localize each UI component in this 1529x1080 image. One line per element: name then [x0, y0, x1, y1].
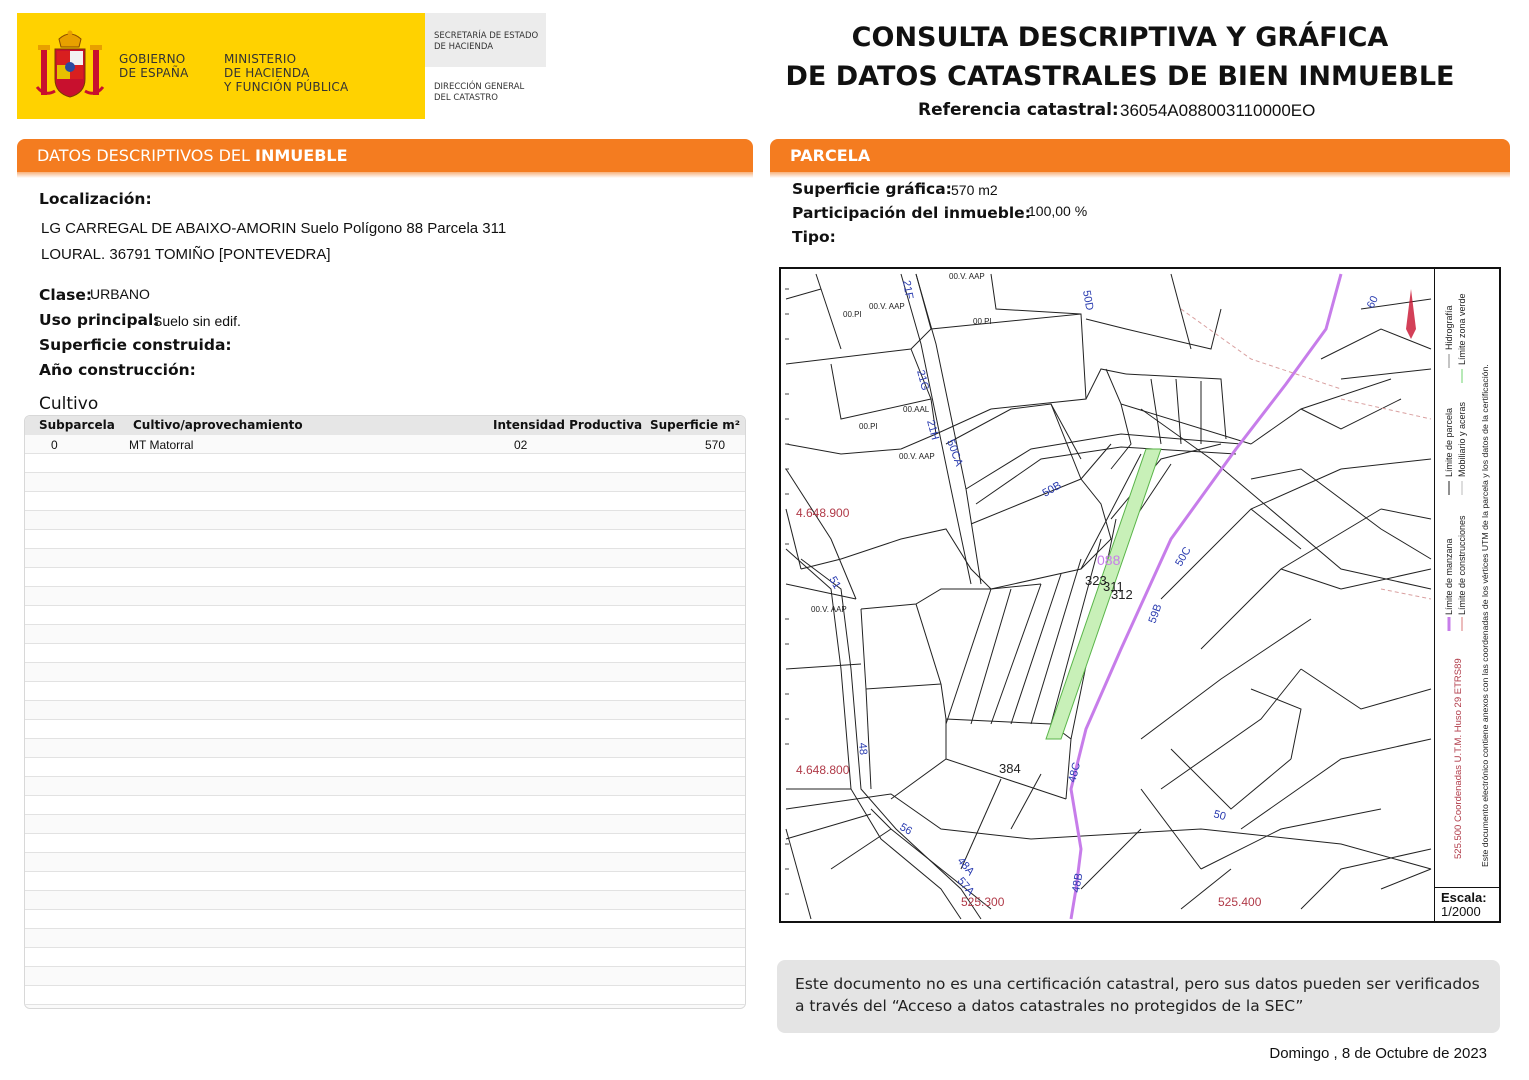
table-row-empty — [25, 663, 745, 682]
road-label: 48B — [1070, 872, 1086, 894]
header-intensidad: Intensidad Productiva — [493, 418, 643, 432]
gobierno-text: GOBIERNO DE ESPAÑA — [119, 52, 189, 80]
table-row-empty — [25, 530, 745, 549]
table-row-empty — [25, 929, 745, 948]
table-row-empty — [25, 492, 745, 511]
cell-superficie: 570 — [705, 438, 726, 452]
table-row-empty — [25, 720, 745, 739]
table-row-empty — [25, 986, 745, 1005]
road-label: 60 — [1364, 294, 1381, 311]
header-subparcela: Subparcela — [39, 418, 115, 432]
road-label: 21H — [924, 418, 941, 442]
table-row — [25, 435, 745, 454]
table-row-empty — [25, 473, 745, 492]
parcel-number: 384 — [999, 761, 1021, 776]
cell-subparcela: 0 — [51, 438, 58, 452]
table-row-empty — [25, 796, 745, 815]
ref-label: Referencia catastral: — [918, 100, 1119, 120]
point-label: 00.PI — [973, 317, 992, 326]
legend-green-zone: Límite zona verde — [1457, 293, 1467, 365]
cell-intensidad: 02 — [514, 438, 528, 452]
secretaria-text: SECRETARÍA DE ESTADO DE HACIENDA — [434, 31, 539, 52]
localizacion-line2: LOURAL. 36791 TOMIÑO [PONTEVEDRA] — [41, 246, 331, 263]
scale-label: Escala: — [1441, 890, 1487, 905]
legend-construction-limit: Límite de construcciones — [1457, 515, 1467, 615]
table-row-empty — [25, 454, 745, 473]
parcel-number: 312 — [1111, 587, 1133, 602]
table-row-empty — [25, 948, 745, 967]
legend-hydrography: Hidrografía — [1444, 305, 1454, 350]
road-label: 48A — [954, 855, 977, 878]
table-row-empty — [25, 625, 745, 644]
section-title-bold: INMUEBLE — [255, 146, 348, 165]
legend-furniture: Mobiliario y aceras — [1457, 401, 1467, 477]
table-row-empty — [25, 606, 745, 625]
uso-label: Uso principal: — [39, 311, 160, 329]
road-label: 48 — [856, 742, 870, 756]
electronic-note: Este documento electrónico contiene anexos con las coordenadas de los vértices UTM de la parcela y los datos de la certificación. — [1480, 364, 1490, 867]
table-row-empty — [25, 891, 745, 910]
table-row-empty — [25, 872, 745, 891]
scale-box — [1434, 887, 1501, 921]
participacion-value: 100,00 % — [1028, 203, 1088, 219]
road-label: 50 — [1212, 808, 1228, 824]
participacion-label: Participación del inmueble: — [792, 204, 1031, 222]
localizacion-label: Localización: — [39, 190, 152, 208]
coord-label: 4.648.800 — [796, 763, 850, 777]
section-title-parcela: PARCELA — [790, 146, 871, 165]
point-label: 00.AAL — [903, 405, 930, 414]
table-row-empty — [25, 511, 745, 530]
ministerio-text: MINISTERIO DE HACIENDA Y FUNCIÓN PÚBLICA — [224, 52, 349, 94]
road-label: 21F — [900, 279, 916, 301]
point-label: 00.V. AAP — [899, 452, 935, 461]
point-label: 00.PI — [843, 310, 862, 319]
table-row-empty — [25, 587, 745, 606]
road-label: 59B — [1146, 602, 1165, 626]
legend-parcel-limit: Límite de parcela — [1444, 407, 1454, 477]
section-header-parcela — [770, 139, 1510, 172]
table-row-empty — [25, 910, 745, 929]
uso-value: Suelo sin edif. — [153, 313, 241, 329]
table-row-empty — [25, 967, 745, 986]
table-row-empty — [25, 682, 745, 701]
road-label: 50B — [1040, 479, 1064, 500]
road-label: 56 — [897, 821, 915, 838]
coord-label: 525.400 — [1218, 895, 1262, 909]
cultivo-table — [24, 415, 746, 1009]
ano-construccion-label: Año construcción: — [39, 361, 196, 379]
utm-note: 525.500 Coordenadas U.T.M. Huso 29 ETRS89 — [1453, 658, 1464, 859]
superficie-grafica-label: Superficie gráfica: — [792, 180, 952, 198]
table-row-empty — [25, 549, 745, 568]
coat-of-arms-icon — [35, 27, 105, 107]
ref-value: 36054A088003110000EO — [1120, 101, 1316, 120]
table-row-empty — [25, 568, 745, 587]
government-logo — [17, 13, 425, 119]
table-row-empty — [25, 853, 745, 872]
table-row-empty — [25, 1005, 745, 1009]
superficie-construida-label: Superficie construida: — [39, 336, 232, 354]
superficie-grafica-value: 570 m2 — [951, 182, 998, 198]
parcel-number: 323 — [1085, 573, 1107, 588]
road-label: 21G — [914, 368, 932, 392]
clase-value: URBANO — [90, 286, 150, 302]
point-label: 00.V. AAP — [869, 302, 905, 311]
table-row-empty — [25, 815, 745, 834]
road-label: 50C — [1173, 545, 1194, 569]
point-label: 00.PI — [859, 422, 878, 431]
table-row-empty — [25, 777, 745, 796]
parcel-number: 088 — [1097, 552, 1121, 568]
table-row-empty — [25, 739, 745, 758]
section-title-normal: DATOS DESCRIPTIVOS DEL — [37, 146, 256, 165]
table-row-empty — [25, 834, 745, 853]
header-cultivo: Cultivo/aprovechamiento — [133, 418, 303, 432]
map-legend — [1434, 269, 1501, 921]
road-label: 50CA — [944, 437, 965, 468]
road-label: 51 — [826, 574, 843, 592]
point-label: 00.V. AAP — [811, 605, 847, 614]
localizacion-line1: LG CARREGAL DE ABAIXO-AMORIN Suelo Polígono 88 Parcela 311 — [41, 220, 507, 237]
road-label: 57A — [954, 875, 977, 898]
cultivo-title: Cultivo — [39, 394, 99, 414]
document-title: CONSULTA DESCRIPTIVA Y GRÁFICA DE DATOS CATASTRALES DE BIEN INMUEBLE — [785, 22, 1455, 92]
parcel-number: 311 — [1103, 579, 1124, 594]
point-label: 00.V. AAP — [949, 272, 985, 281]
cell-cultivo: MT Matorral — [129, 438, 194, 452]
coord-label: 525.300 — [961, 895, 1005, 909]
clase-label: Clase: — [39, 286, 93, 304]
tipo-label: Tipo: — [792, 228, 836, 246]
table-row-empty — [25, 758, 745, 777]
cultivo-table-header — [25, 416, 745, 435]
cadastral-map-drawing — [781, 269, 1434, 921]
map-legend-drawing — [1435, 269, 1502, 887]
table-row-empty — [25, 644, 745, 663]
coord-label: 4.648.900 — [796, 506, 850, 520]
legend-block-limit: Límite de manzana — [1444, 538, 1454, 615]
table-row-empty — [25, 701, 745, 720]
road-label: 50D — [1080, 289, 1096, 312]
scale-value: 1/2000 — [1441, 904, 1481, 919]
header-superficie: Superficie m² — [650, 418, 741, 432]
verification-notice: Este documento no es una certificación catastral, pero sus datos pueden ser verificados a través del “Acceso a datos catastrales no protegidos de la SEC” — [777, 960, 1500, 1033]
road-label: 48C — [1066, 761, 1084, 784]
document-date: Domingo , 8 de Octubre de 2023 — [1269, 1045, 1487, 1062]
logo-side-panel — [425, 13, 546, 119]
section-header-descriptive — [17, 139, 753, 172]
cadastral-map — [779, 267, 1501, 923]
direccion-text: DIRECCIÓN GENERAL DEL CATASTRO — [434, 82, 525, 103]
